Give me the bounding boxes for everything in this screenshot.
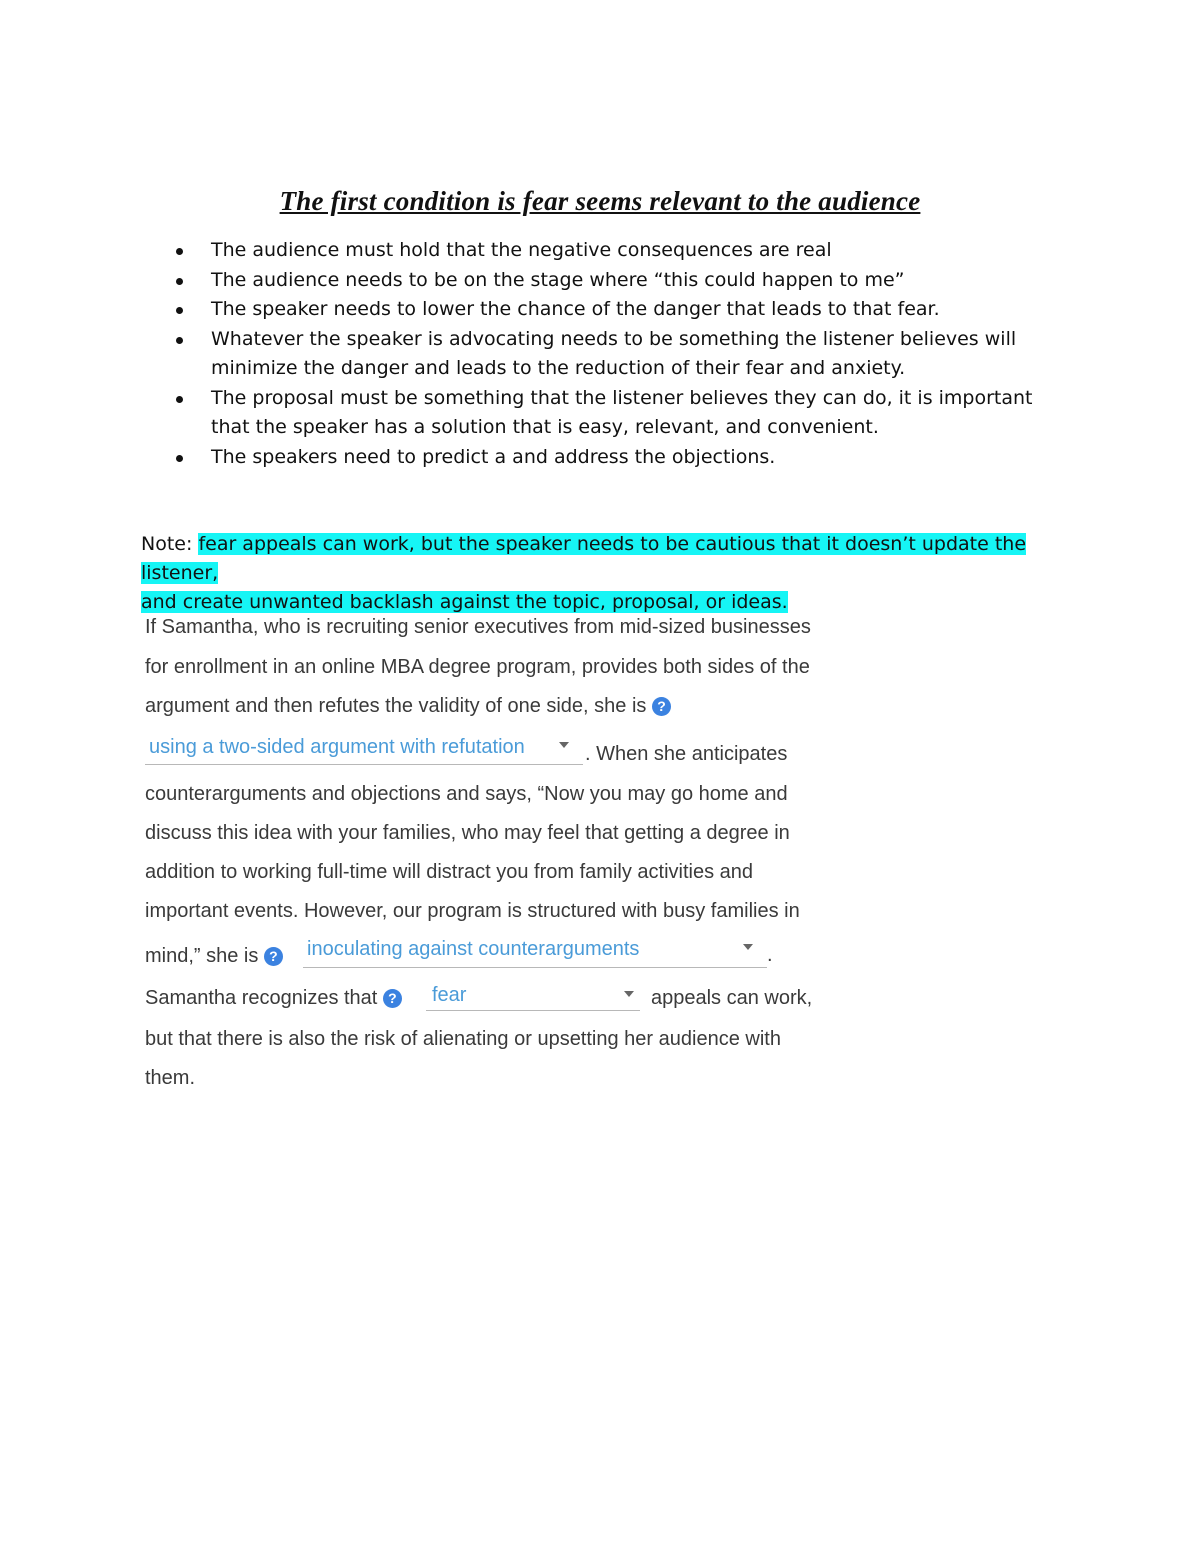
chevron-down-icon	[743, 944, 753, 950]
answer-dropdown-1[interactable]	[145, 734, 583, 765]
quiz-line: discuss this idea with your families, who may feel that getting a degree in	[145, 822, 790, 844]
quiz-text: argument and then refutes the validity of one side, she is	[145, 695, 647, 717]
chevron-down-icon	[559, 742, 569, 748]
page-title: The first condition is fear seems relevant to the audience	[279, 186, 921, 216]
chevron-down-icon	[624, 991, 634, 997]
answer-dropdown-2[interactable]	[303, 936, 767, 968]
dropdown-value: inoculating against counterarguments	[307, 938, 640, 960]
quiz-line: important events. However, our program is structured with busy families in	[145, 900, 800, 922]
dropdown-value: fear	[432, 984, 467, 1006]
quiz-line: them.	[145, 1067, 196, 1089]
note-label: Note:	[141, 533, 193, 555]
answer-dropdown-3[interactable]	[426, 984, 640, 1011]
quiz-line: for enrollment in an online MBA degree program, provides both sides of the	[145, 656, 810, 678]
quiz-line: addition to working full-time will distract you from family activities and	[145, 861, 753, 883]
quiz-text: .	[767, 944, 773, 966]
quiz-text: . When she anticipates	[585, 743, 788, 765]
list-item: The audience needs to be on the stage where “this could happen to me”	[171, 266, 1051, 296]
note-paragraph	[141, 530, 1051, 617]
note-highlight-2: and create unwanted backlash against the topic, proposal, or ideas.	[141, 591, 788, 613]
quiz-text: mind,” she is	[145, 945, 259, 967]
note-highlight-1: fear appeals can work, but the speaker needs to be cautious that it doesn’t update the listener,	[141, 533, 1027, 584]
quiz-line: If Samantha, who is recruiting senior executives from mid-sized businesses	[145, 616, 811, 638]
quiz-text: appeals can work,	[651, 987, 813, 1009]
quiz-text: Samantha recognizes that	[145, 987, 378, 1009]
condition-list	[171, 236, 1051, 472]
quiz-line	[145, 945, 283, 968]
quiz-line	[145, 987, 402, 1010]
list-item: Whatever the speaker is advocating needs to be something the listener believes will minimize the danger and leads to the reduction of their fear and anxiety.	[171, 325, 1051, 384]
list-item: The audience must hold that the negative consequences are real	[171, 236, 1051, 266]
quiz-line: but that there is also the risk of alienating or upsetting her audience with	[145, 1028, 781, 1050]
quiz-line: counterarguments and objections and says, “Now you may go home and	[145, 783, 788, 805]
list-item: The speaker needs to lower the chance of the danger that leads to that fear.	[171, 295, 1051, 325]
list-item: The speakers need to predict a and address the objections.	[171, 443, 1051, 473]
help-icon[interactable]: ?	[652, 697, 671, 716]
help-icon[interactable]: ?	[264, 947, 283, 966]
quiz-line	[145, 695, 671, 718]
dropdown-value: using a two-sided argument with refutation	[149, 736, 525, 758]
help-icon[interactable]: ?	[383, 989, 402, 1008]
list-item: The proposal must be something that the listener believes they can do, it is important that the speaker has a solution that is easy, relevant, and convenient.	[171, 384, 1051, 443]
